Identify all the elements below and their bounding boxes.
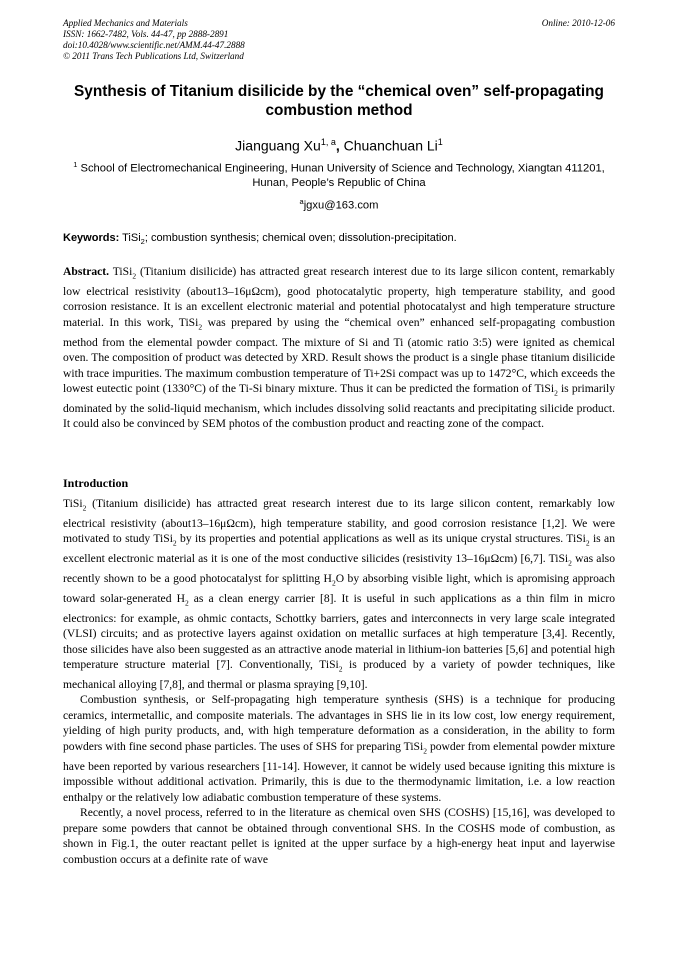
author-line	[60, 133, 618, 155]
subscript: 2	[568, 558, 572, 568]
author-separator: ,	[335, 137, 344, 154]
copyright-line: © 2011 Trans Tech Publications Ltd, Switzerland	[63, 51, 244, 61]
subscript: 2	[140, 237, 145, 247]
body-text: as a clean energy carrier [8]. It is useful in such applications as a thin film in micro electronics: for example, as ohmic contacts, Schottky barriers, gates and interconnects in very large scale integrated (VLSI) circuits; and as protective layers against oxidation on metallic surfaces at high temperature [3,4]. Recently, those silicides have also been suggested as an attractive anode material in lithium-ion batteries [5,6] and potential high temperature structure material [7]. Conventionally, TiSi	[63, 591, 615, 672]
body-text: by its properties and potential applications as well as its unique crystal structures. TiSi	[176, 532, 586, 546]
keywords-text: ; combustion synthesis; chemical oven; dissolution-precipitation.	[144, 232, 457, 244]
abstract-paragraph	[63, 264, 615, 432]
body-paragraph	[63, 496, 615, 692]
abstract-text: was prepared by using the “chemical oven” enhanced self-propagating combustion method from the elemental powder compact. The mixture of Si and Ti (atomic ratio 3:5) were ignited as chemical oven. The composition of product was detected by XRD. Result shows the product is a single phase titanium disilicide with trace impurities. The maximum combustion temperature of Ti+2Si compact was up to 1472°C, which exceeds the lowest eutectic point (1330°C) of the Ti-Si binary mixture. Thus it can be predicted the formation of TiSi	[63, 315, 615, 396]
keywords-text: TiSi	[119, 232, 141, 244]
subscript: 2	[184, 598, 189, 608]
body-text: O by absorbing visible light, which is apromising approach toward solar-generated H	[63, 571, 615, 605]
keywords-label: Keywords:	[63, 232, 120, 244]
body-text: Combustion synthesis, or Self-propagating high temperature synthesis (SHS) is a technique for producing ceramics, intermetallic, and composite materials. The advantages in SHS lie in its low cost, low energy requirement, yielding of high purity products, and, with high temperature deformation as a consideration, in the ability to form powders with fine second phase particles. The uses of SHS for preparing TiSi	[63, 693, 615, 753]
affiliation-superscript: 1	[73, 160, 78, 169]
abstract-text: is primarily dominated by the solid-liquid mechanism, which includes dissolving solid reactants and precipitating silicide product. It could also be convinced by SEM photos of the combustion product and reacting zone of the compact.	[63, 382, 615, 431]
author-name: Jianguang Xu	[235, 137, 321, 154]
body-text: was also recently shown to be a good photocatalyst for splitting H	[63, 552, 615, 585]
abstract-label: Abstract.	[63, 265, 110, 278]
abstract	[63, 264, 615, 432]
online-date: Online: 2010-12-06	[541, 18, 615, 28]
author-superscript: 1	[437, 137, 443, 147]
author-name: Chuanchuan Li	[343, 137, 438, 154]
subscript: 2	[331, 578, 336, 588]
author-email	[60, 195, 618, 213]
body-paragraph	[63, 692, 615, 805]
subscript: 2	[585, 538, 590, 548]
affiliation	[63, 158, 615, 191]
doi-line[interactable]: doi:10.4028/www.scientific.net/AMM.44-47.2888	[63, 40, 245, 50]
subscript: 2	[82, 503, 87, 513]
paper-title: Synthesis of Titanium disilicide by the “chemical oven” self-propagating combustion method	[74, 83, 604, 119]
subscript: 2	[338, 664, 343, 674]
keywords	[63, 231, 615, 249]
issn-line: ISSN: 1662-7482, Vols. 44-47, pp 2888-2891	[63, 29, 229, 39]
abstract-text: (Titanium disilicide) has attracted great research interest due to its large silicon content, remarkably low electrical resistivity (about13–16μΩcm), good photocatalytic property, high temperature stability, and good corrosion resistance. It is an excellent electronic material and potential photocatalyst and high temperature structure material. In this work, TiSi	[63, 265, 615, 329]
body-text: TiSi	[63, 497, 83, 510]
email-superscript: a	[299, 197, 304, 206]
subscript: 2	[132, 271, 137, 281]
subscript: 2	[554, 388, 558, 398]
body-text: is an excellent electronic material as it is one of the most conductive silicides (resistivity 13–16μΩcm) [6,7]. TiSi	[63, 532, 615, 566]
email-address[interactable]: jgxu@163.com	[303, 199, 379, 212]
author-superscript: 1, a	[320, 137, 336, 147]
introduction-body	[63, 496, 615, 867]
affiliation-text: School of Electromechanical Engineering, Hunan University of Science and Technology, Xiangtan 411201, Hunan, People’s Republic of China	[77, 162, 605, 190]
journal-header	[63, 18, 615, 62]
subscript: 2	[172, 538, 177, 548]
body-text: (Titanium disilicide) has attracted great research interest due to its large silicon content, remarkably low electrical resistivity (about13–16μΩcm), high temperature stability, and good corrosion resistance [1,2]. We were motivated to study TiSi	[63, 497, 615, 546]
section-heading-introduction: Introduction	[63, 476, 129, 490]
body-text: powder from elemental powder mixture have been reported by various researchers [11-14]. However, it cannot be widely used because igniting this mixture is impossible without additional activation. Primarily, this is due to the thermodynamic limitation, i.e. a low reaction enthalpy or the relatively low adiabatic combustion temperature of these systems.	[63, 739, 615, 804]
subscript: 2	[423, 746, 427, 756]
subscript: 2	[198, 322, 203, 332]
journal-name: Applied Mechanics and Materials	[63, 18, 188, 28]
abstract-text: TiSi	[109, 265, 133, 278]
body-paragraph: Recently, a novel process, referred to in the literature as chemical oven SHS (COSHS) [15,16], was developed to prepare some powders that cannot be obtained through conventional SHS. In the COSHS mode of combustion, as shown in Fig.1, the outer reactant pellet is ignited at the upper surface by a high-energy heat input and layerwise combustion occurs at a definite rate of wave	[63, 806, 615, 866]
body-text: is produced by a variety of powder techniques, like mechanical alloying [7,8], and thermal or plasma spraying [9,10].	[63, 658, 615, 691]
